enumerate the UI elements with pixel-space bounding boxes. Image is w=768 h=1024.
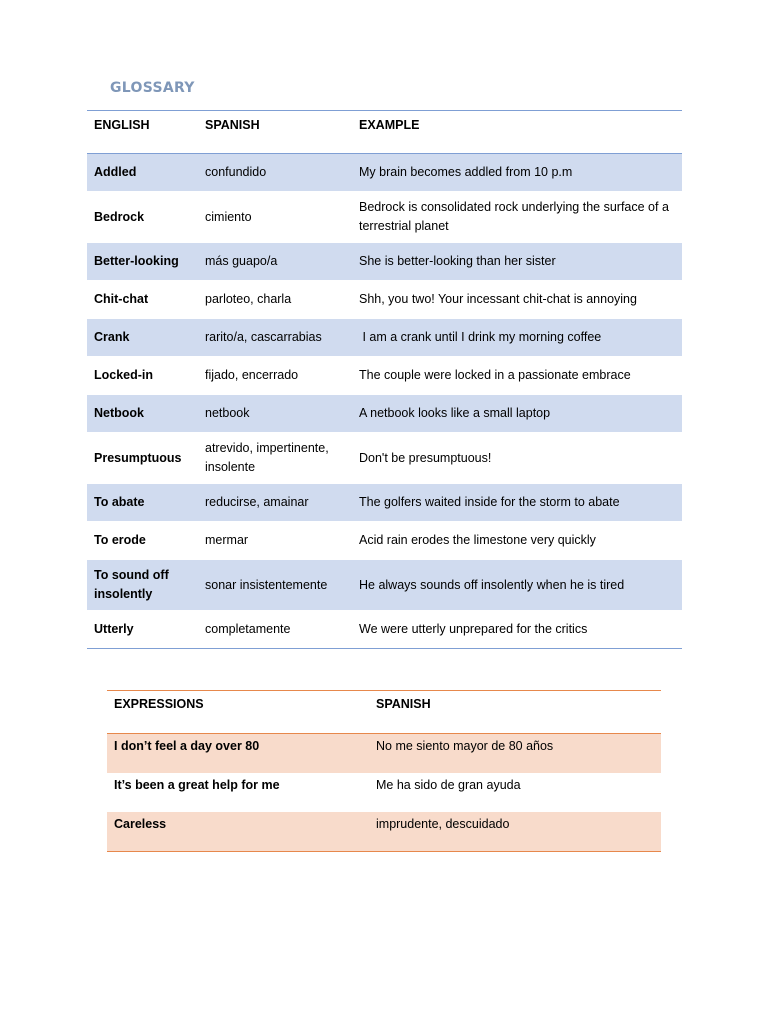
table-row — [107, 734, 661, 774]
header-spanish: SPANISH — [369, 691, 661, 734]
glossary-table — [87, 110, 682, 649]
table-row — [87, 395, 682, 433]
header-spanish: SPANISH — [198, 111, 352, 154]
table-row — [87, 281, 682, 319]
table-row — [87, 154, 682, 192]
english-term: Chit-chat — [87, 281, 198, 319]
english-term: To erode — [87, 522, 198, 560]
example-sentence: He always sounds off insolently when he is tired — [352, 560, 682, 611]
english-term: To sound off insolently — [87, 560, 198, 611]
expressions-table — [107, 690, 661, 852]
example-sentence: Don't be presumptuous! — [352, 433, 682, 484]
expressions-header-row — [107, 691, 661, 734]
header-example: EXAMPLE — [352, 111, 682, 154]
table-row — [87, 243, 682, 281]
table-row — [87, 560, 682, 611]
header-english: ENGLISH — [87, 111, 198, 154]
example-sentence: Acid rain erodes the limestone very quickly — [352, 522, 682, 560]
english-term: Locked-in — [87, 357, 198, 395]
english-term: Addled — [87, 154, 198, 192]
table-row — [87, 484, 682, 522]
spanish-translation: mermar — [198, 522, 352, 560]
spanish-translation: netbook — [198, 395, 352, 433]
table-row — [87, 522, 682, 560]
glossary-header-row — [87, 111, 682, 154]
spanish-translation: cimiento — [198, 192, 352, 243]
example-sentence: A netbook looks like a small laptop — [352, 395, 682, 433]
example-sentence: Bedrock is consolidated rock underlying the surface of a terrestrial planet — [352, 192, 682, 243]
english-term: Presumptuous — [87, 433, 198, 484]
spanish-translation: Me ha sido de gran ayuda — [376, 778, 521, 792]
example-sentence: I am a crank until I drink my morning coffee — [352, 319, 682, 357]
spanish-translation: sonar insistentemente — [198, 560, 352, 611]
table-row — [87, 433, 682, 484]
spanish-translation: fijado, encerrado — [198, 357, 352, 395]
english-term: Better-looking — [87, 243, 198, 281]
spanish-translation: No me siento mayor de 80 años — [369, 734, 661, 774]
example-sentence: Shh, you two! Your incessant chit-chat is annoying — [352, 281, 682, 319]
spanish-translation: atrevido, impertinente, insolente — [198, 433, 352, 484]
expression-text: I don’t feel a day over 80 — [107, 734, 369, 774]
example-sentence: We were utterly unprepared for the critics — [352, 611, 682, 649]
example-sentence: She is better-looking than her sister — [352, 243, 682, 281]
table-row — [107, 812, 661, 852]
example-sentence: The couple were locked in a passionate embrace — [352, 357, 682, 395]
table-row — [107, 773, 661, 812]
spanish-translation: reducirse, amainar — [198, 484, 352, 522]
example-sentence: The golfers waited inside for the storm to abate — [352, 484, 682, 522]
example-sentence: My brain becomes addled from 10 p.m — [352, 154, 682, 192]
table-row — [87, 192, 682, 243]
english-term: Utterly — [87, 611, 198, 649]
table-row — [87, 611, 682, 649]
header-expressions: EXPRESSIONS — [107, 691, 369, 734]
spanish-translation: más guapo/a — [198, 243, 352, 281]
spanish-translation: completamente — [198, 611, 352, 649]
spanish-translation: confundido — [198, 154, 352, 192]
expression-text: It’s been a great help for me — [114, 778, 280, 792]
english-term: Crank — [87, 319, 198, 357]
spanish-translation: rarito/a, cascarrabias — [198, 319, 352, 357]
english-term: Netbook — [87, 395, 198, 433]
english-term: Bedrock — [87, 192, 198, 243]
table-row — [87, 319, 682, 357]
expression-text: Careless — [107, 812, 369, 852]
spanish-translation: imprudente, descuidado — [369, 812, 661, 852]
table-row — [87, 357, 682, 395]
spanish-translation: parloteo, charla — [198, 281, 352, 319]
english-term: To abate — [87, 484, 198, 522]
glossary-title: GLOSSARY — [110, 80, 195, 96]
